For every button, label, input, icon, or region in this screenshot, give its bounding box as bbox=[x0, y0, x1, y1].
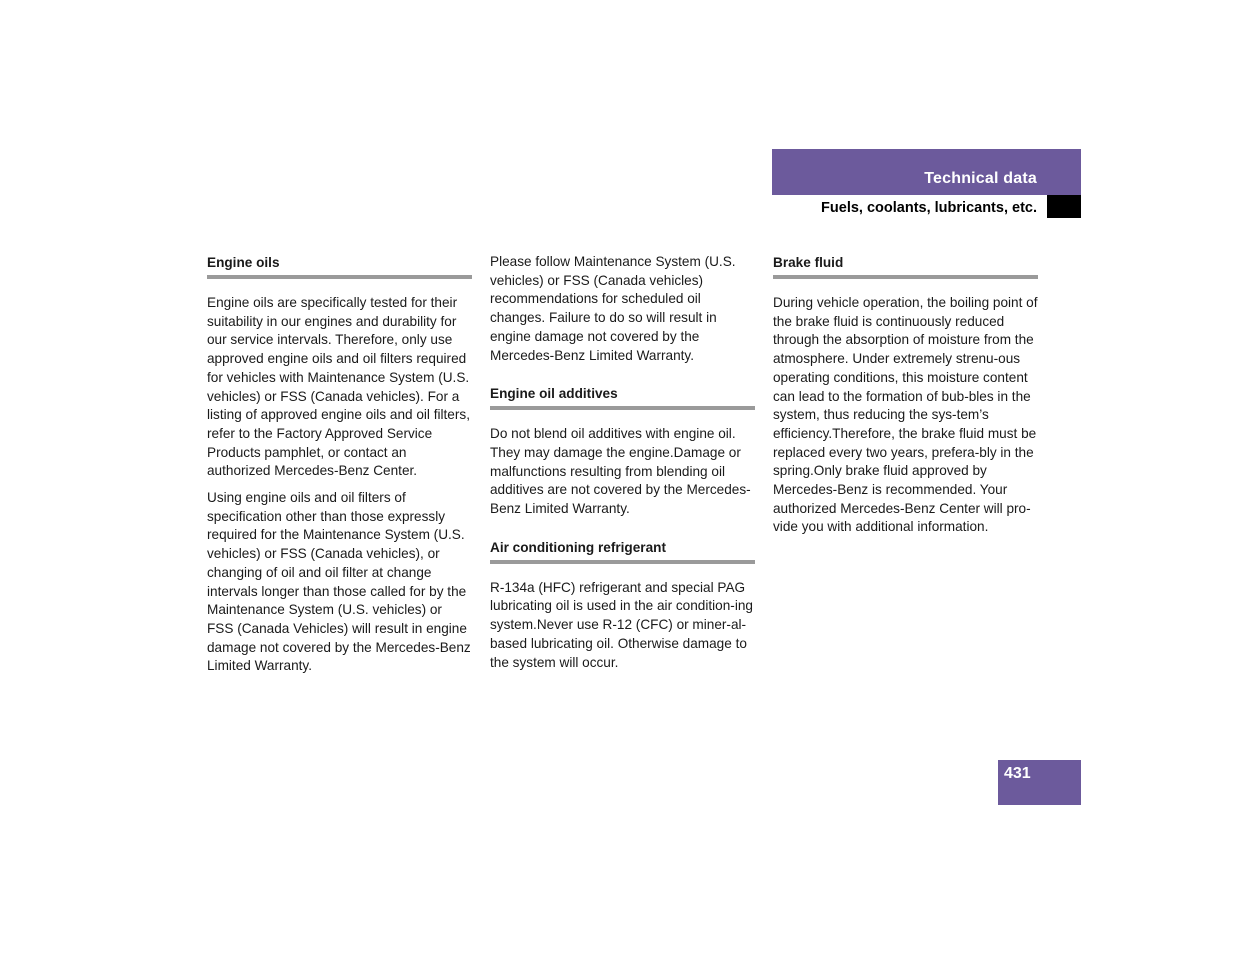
column-brake-fluid bbox=[773, 250, 1038, 545]
heading-engine-oil-additives: Engine oil additives bbox=[490, 381, 755, 410]
chapter-header-block bbox=[772, 149, 1081, 195]
heading-air-conditioning-refrigerant: Air conditioning refrigerant bbox=[490, 535, 755, 564]
paragraph-air-conditioning-refrigerant: R-134a (HFC) refrigerant and special PAG lubricating oil is used in the air condition-ing system.Never use R-12 (CFC) or miner-al-based lubricating oil. Otherwise damage to the system will occur. bbox=[490, 579, 753, 670]
heading-engine-oils: Engine oils bbox=[207, 250, 472, 279]
section-title: Fuels, coolants, lubricants, etc. bbox=[821, 200, 1037, 216]
paragraph-engine-oils-2: Using engine oils and oil filters of specification other than those expressly required for the Maintenance System (U.S. vehicles) or FSS (Canada vehicles), or changing of oil and oil filter at change intervals longer than those called for by the Maintenance System (U.S. vehicles) or FSS (Canada Vehicles) will result in engine damage not covered by the Mercedes-Benz Limited Warranty. bbox=[207, 490, 471, 674]
column-additives-refrigerant bbox=[490, 250, 755, 680]
paragraph-engine-oil-additives: Do not blend oil additives with engine oil. They may damage the engine.Damage or malfunctions resulting from blending oil additives are not covered by the Mercedes-Benz Limited Warranty. bbox=[490, 426, 751, 517]
column-engine-oils bbox=[207, 250, 472, 684]
section-marker bbox=[1047, 195, 1081, 218]
paragraph-engine-oils-1: Engine oils are specifically tested for their suitability in our engines and durability for our service intervals. Therefore, only use approved engine oils and oil filters required for vehicles with Maintenance System (U.S. vehicles) or FSS (Canada vehicles). For a listing of approved engine oils and oil filters, refer to the Factory Approved Service Products pamphlet, or contact an authorized Mercedes-Benz Center. bbox=[207, 295, 470, 479]
page-number-block bbox=[998, 760, 1081, 805]
paragraph-maintenance-intro: Please follow Maintenance System (U.S. vehicles) or FSS (Canada vehicles) recommendations for scheduled oil changes. Failure to do so will result in engine damage not covered by the Mercedes-Benz Limited Warranty. bbox=[490, 254, 736, 363]
chapter-title: Technical data bbox=[924, 170, 1037, 187]
paragraph-brake-fluid: During vehicle operation, the boiling point of the brake fluid is continuously reduced through the absorption of moisture from the atmosphere. Under extremely strenu-ous operating conditions, this moisture content can lead to the formation of bub-bles in the system, thus reducing the sys-tem’s efficiency.Therefore, the brake fluid must be replaced every two years, prefera-bly in the spring.Only brake fluid approved by Mercedes-Benz is recommended. Your authorized Mercedes-Benz Center will pro-vide you with additional information. bbox=[773, 295, 1038, 535]
page-number: 431 bbox=[1004, 765, 1031, 782]
heading-brake-fluid: Brake fluid bbox=[773, 250, 1038, 279]
